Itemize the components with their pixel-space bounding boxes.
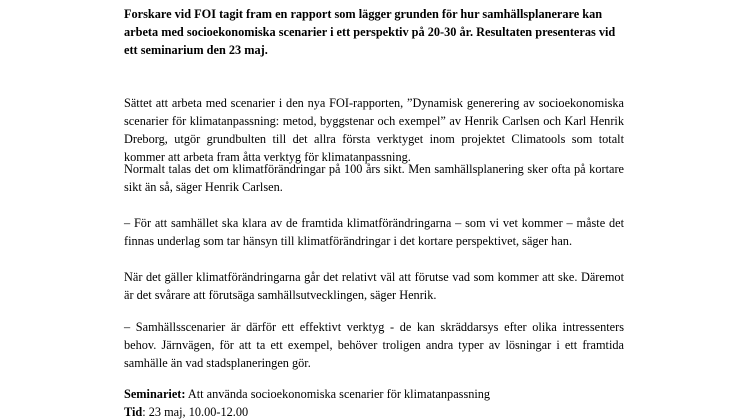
seminar-title: Att använda socioekonomiska scenarier för klimatanpassning: [187, 387, 491, 401]
body-paragraph-1: Sättet att arbeta med scenarier i den nya FOI-rapporten, ”Dynamisk generering av socioekonomiska scenarier för klimatanpassning: metod, byggstenar och exempel” av Henrik Carlsen och Karl Henrik Dreborg, utgör grundbulten till det allra första verktyget inom projektet Climatools som totalt kommer att arbeta fram åtta verktyg för klimatanpassning.: [124, 96, 624, 164]
time-info-line: [124, 403, 624, 419]
seminar-label: Seminariet:: [124, 387, 186, 401]
body-paragraph-4: När det gäller klimatförändringarna går det relativt väl att förutse vad som kommer att ske. Däremot är det svårare att förutsäga samhällsutvecklingen, säger Henrik.: [124, 270, 624, 302]
seminar-info-line: [124, 385, 624, 403]
time-label: Tid: [124, 405, 143, 419]
time-value: : 23 maj, 10.00-12.00: [142, 405, 249, 419]
lead-paragraph: Forskare vid FOI tagit fram en rapport som lägger grunden för hur samhällsplanerare kan arbeta med socioekonomiska scenarier i ett perspektiv på 20-30 år. Resultaten presenteras vid ett seminarium den 23 maj.: [124, 7, 616, 57]
body-paragraph-5: – Samhällsscenarier är därför ett effektivt verktyg - de kan skräddarsys efter olika intressenters behov. Järnvägen, för att ta ett exempel, behöver troligen andra typer av lösningar i ett framtida samhälle än vad stadsplaneringen gör.: [124, 320, 624, 370]
body-paragraph-2: Normalt talas det om klimatförändringar på 100 års sikt. Men samhällsplanering sker ofta på kortare sikt än så, säger Henrik Carlsen.: [124, 162, 624, 194]
body-paragraph-3: – För att samhället ska klara av de framtida klimatförändringarna – som vi vet kommer – måste det finnas underlag som tar hänsyn till klimatförändringar i det kortare perspektivet, säger han.: [124, 216, 624, 248]
